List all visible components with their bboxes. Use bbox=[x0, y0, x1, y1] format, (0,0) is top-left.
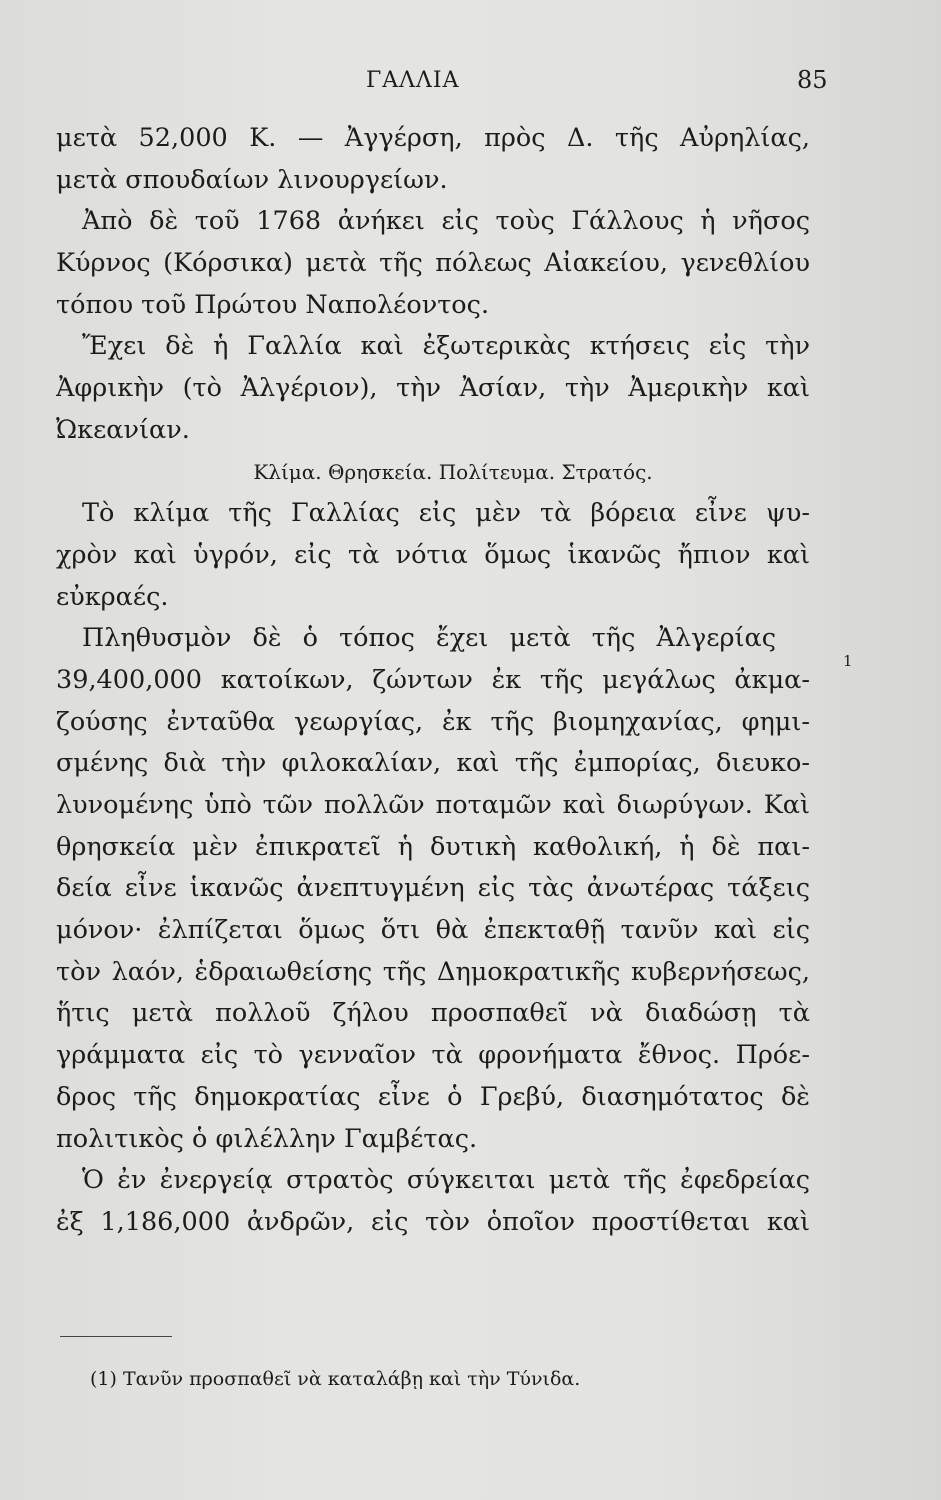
text-line: ζούσης ἐνταῦθα γεωργίας, ἐκ τῆς βιομηχανίας, φημι- bbox=[56, 706, 810, 737]
text-line: θρησκεία μὲν ἐπικρατεῖ ἡ δυτικὴ καθολική, ἡ δὲ παι- bbox=[56, 831, 810, 862]
text-line: λυνομένης ὑπὸ τῶν πολλῶν ποταμῶν καὶ διωρύγων. Καὶ bbox=[56, 790, 810, 820]
text-line: δρος τῆς δημοκρατίας εἶνε ὁ Γρεβύ, διασημότατος δὲ bbox=[56, 1081, 810, 1112]
footnote-marker: 1 bbox=[843, 652, 853, 670]
text-line: τόπου τοῦ Πρώτου Ναπολέοντος. bbox=[56, 289, 490, 320]
text-line: ἥτις μετὰ πολλοῦ ζήλου προσπαθεῖ νὰ διαδώσῃ τὰ bbox=[56, 998, 810, 1029]
text-line: Ἔχει δὲ ἡ Γαλλία καὶ ἐξωτερικὰς κτήσεις εἰς τὴν bbox=[82, 331, 810, 362]
section-heading: Κλίμα. Θρησκεία. Πολίτευμα. Στρατός. bbox=[253, 459, 653, 484]
text-line: μετὰ 52,000 Κ. — Ἀγγέρση, πρὸς Δ. τῆς Αὐρηλίας, bbox=[56, 123, 810, 153]
text-line: Ἀφρικὴν (τὸ Ἀλγέριον), τὴν Ἀσίαν, τὴν Ἀμερικὴν καὶ bbox=[56, 373, 810, 404]
text-line: μόνον· ἐλπίζεται ὅμως ὅτι θὰ ἐπεκταθῇ τανῦν καὶ εἰς bbox=[56, 915, 810, 946]
text-line: δεία εἶνε ἱκανῶς ἀνεπτυγμένη εἰς τὰς ἀνωτέρας τάξεις bbox=[56, 873, 810, 904]
text-line: ἐξ 1,186,000 ἀνδρῶν, εἰς τὸν ὁποῖον προστίθεται καὶ bbox=[56, 1206, 810, 1237]
text-line: τὸν λαόν, ἑδραιωθείσης τῆς Δημοκρατικῆς κυβερνήσεως, bbox=[56, 956, 810, 987]
footnote: (1) Τανῦν προσπαθεῖ νὰ καταλάβῃ καὶ τὴν Τύνιδα. bbox=[90, 1368, 581, 1390]
text-line: πολιτικὸς ὁ φιλέλλην Γαμβέτας. bbox=[56, 1123, 478, 1154]
text-line: Πληθυσμὸν δὲ ὁ τόπος ἔχει μετὰ τῆς Ἀλγερίας bbox=[82, 623, 776, 654]
text-line: 39,400,000 κατοίκων, ζώντων ἐκ τῆς μεγάλως ἀκμα- bbox=[56, 664, 810, 695]
text-line: εὐκραές. bbox=[56, 581, 169, 612]
body-text bbox=[56, 118, 810, 1244]
page-header bbox=[0, 62, 941, 102]
text-line: Κύρνος (Κόρσικα) μετὰ τῆς πόλεως Αἰακείου, γενεθλίου bbox=[56, 248, 810, 279]
text-line: σμένης διὰ τὴν φιλοκαλίαν, καὶ τῆς ἐμπορίας, διευκο- bbox=[56, 748, 810, 779]
text-line: Ὁ ἐν ἐνεργείᾳ στρατὸς σύγκειται μετὰ τῆς ἐφεδρείας bbox=[82, 1165, 810, 1196]
text-line: Τὸ κλίμα τῆς Γαλλίας εἰς μὲν τὰ βόρεια εἶνε ψυ- bbox=[82, 498, 810, 529]
text-line: γράμματα εἰς τὸ γενναῖον τὰ φρονήματα ἔθνος. Πρόε- bbox=[56, 1040, 810, 1071]
footnote-separator bbox=[60, 1336, 172, 1337]
text-line: μετὰ σπουδαίων λινουργείων. bbox=[56, 164, 448, 195]
text-line: Ἀπὸ δὲ τοῦ 1768 ἀνήκει εἰς τοὺς Γάλλους ἡ νῆσος bbox=[82, 206, 810, 237]
page-number: 85 bbox=[797, 66, 828, 94]
running-title: ΓΑΛΛΙΑ bbox=[366, 68, 460, 93]
text-line: χρὸν καὶ ὑγρόν, εἰς τὰ νότια ὅμως ἱκανῶς ἤπιον καὶ bbox=[56, 539, 810, 570]
text-line: Ὠκεανίαν. bbox=[56, 414, 190, 445]
